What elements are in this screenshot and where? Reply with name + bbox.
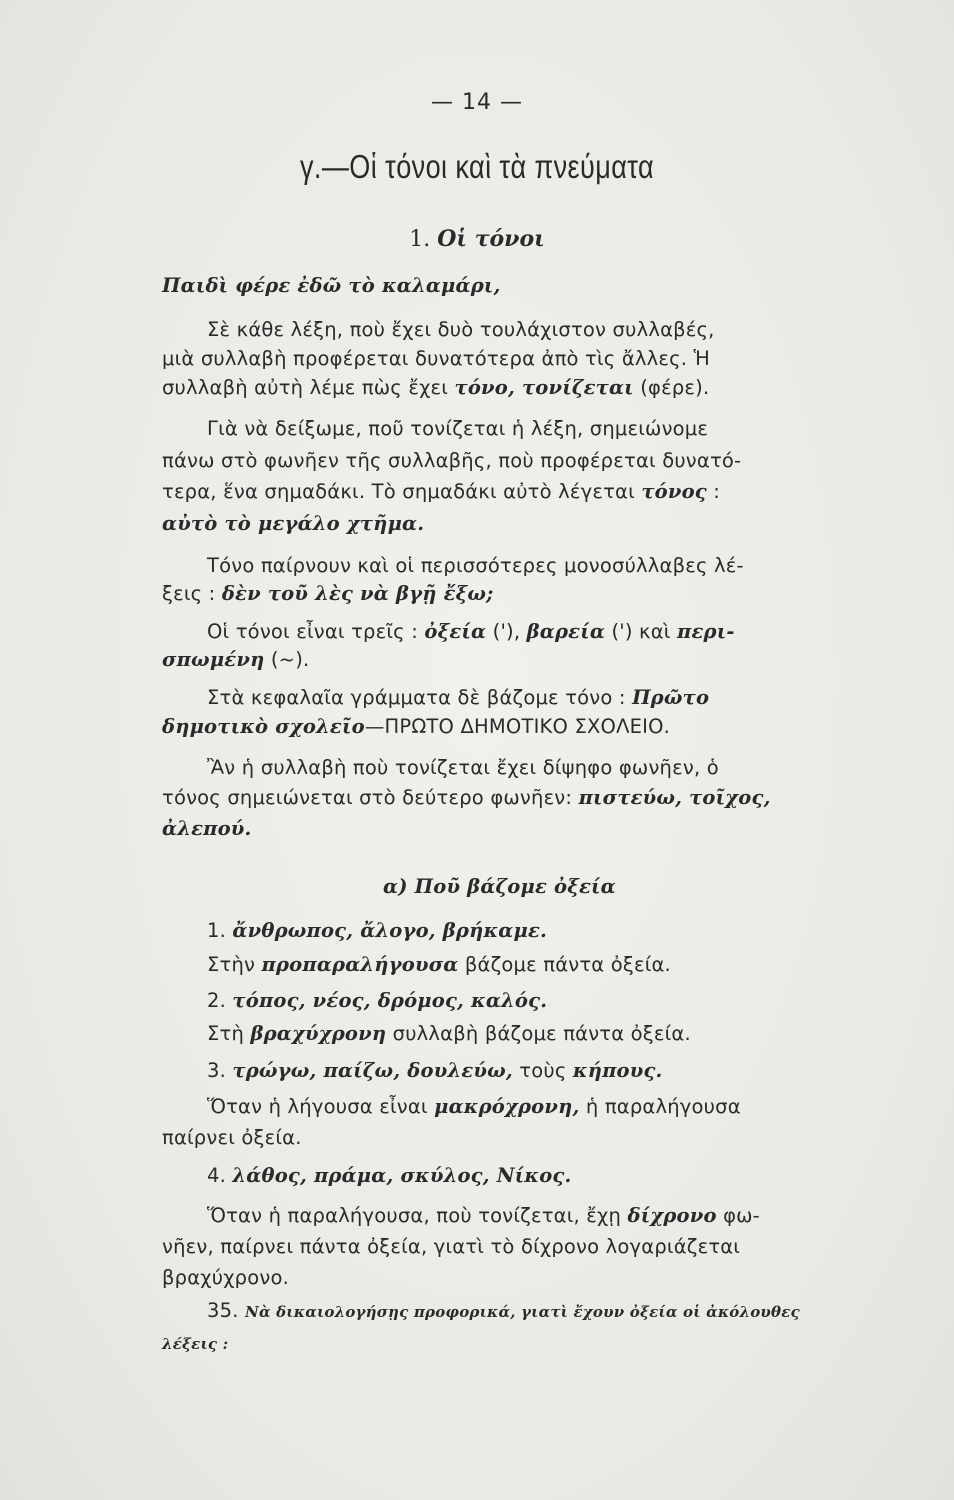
text-line: Ἂν ἡ συλλαβὴ ποὺ τονίζεται ἔχει δίψηφο φωνῆεν, ὁ	[207, 756, 719, 779]
text-line	[162, 374, 709, 402]
section-heading	[0, 226, 954, 252]
text-span: (~).	[270, 648, 310, 671]
emphasis-span: ὀξεία	[424, 620, 487, 643]
text-span: ἡ παραλήγουσα	[585, 1095, 741, 1118]
text-line	[162, 784, 771, 812]
text-span: φω-	[723, 1204, 760, 1227]
emphasis-span: περι-	[677, 620, 735, 643]
exercise-line: λέξεις :	[162, 1335, 229, 1353]
text-line	[207, 1020, 691, 1048]
subsection-heading: α) Ποῦ βάζομε ὀξεία	[383, 875, 616, 898]
text-span: ('),	[492, 620, 521, 643]
text-span: (') καὶ	[611, 620, 671, 643]
text-line	[207, 1093, 741, 1121]
item-number: 1.	[207, 919, 227, 942]
text-span: βάζομε πάντα ὀξεία.	[464, 953, 671, 976]
emphasis-span: δίχρονο	[627, 1204, 717, 1227]
text-line: μιὰ συλλαβὴ προφέρεται δυνατότερα ἀπὸ τὶς ἄλλες. Ἡ	[162, 347, 711, 370]
text-line	[162, 580, 494, 608]
exercise-number: 35.	[207, 1299, 239, 1322]
example-phrase: αὐτὸ τὸ μεγάλο χτῆμα.	[162, 512, 425, 535]
text-line	[162, 478, 720, 506]
text-line	[162, 646, 309, 674]
emphasis-span: ἄνθρωπος, ἄλογο, βρήκαμε.	[232, 919, 548, 942]
emphasis-span: μακρόχρονη,	[434, 1095, 580, 1118]
text-line	[207, 684, 709, 712]
section-title: Οἱ τόνοι	[437, 226, 545, 252]
emphasis-span: τόνο, τονίζεται	[454, 376, 634, 399]
text-line: πάνω στὸ φωνῆεν τῆς συλλαβῆς, ποὺ προφέρεται δυνατό-	[162, 449, 742, 472]
chapter-title: γ.—Οἱ τόνοι καὶ τὰ πνεύματα	[299, 148, 655, 185]
text-span: συλλαβὴ βάζομε πάντα ὀξεία.	[392, 1022, 691, 1045]
exercise-line	[207, 1297, 800, 1326]
text-span: Οἱ τόνοι εἶναι τρεῖς :	[207, 620, 418, 643]
text-line: παίρνει ὀξεία.	[162, 1126, 302, 1149]
emphasis-span: τόπος, νέος, δρόμος, καλός.	[232, 989, 548, 1012]
page-number: — 14 —	[431, 90, 523, 115]
text-span: (φέρε).	[640, 376, 710, 399]
text-span: —ΠΡΩΤΟ ΔΗΜΟΤΙΚΟ ΣΧΟΛΕΙΟ.	[364, 715, 671, 738]
emphasis-span: δὲν τοῦ λὲς νὰ βγῇ ἔξω;	[221, 582, 494, 605]
example-sentence: Παιδὶ φέρε ἐδῶ τὸ καλαμάρι,	[162, 274, 501, 297]
example-line	[207, 1057, 663, 1085]
example-word: ἀλεπού.	[162, 817, 252, 840]
text-span: :	[713, 480, 721, 503]
emphasis-span: τρώγω, παίζω, δουλεύω,	[232, 1059, 513, 1082]
text-span: ξεις :	[162, 582, 216, 605]
emphasis-span: τόνος	[641, 480, 707, 503]
emphasis-span: λάθος, πράμα, σκύλος, Νίκος.	[232, 1164, 572, 1187]
text-span: τόνος σημειώνεται στὸ δεύτερο φωνῆεν:	[162, 786, 573, 809]
item-number: 4.	[207, 1164, 227, 1187]
text-line: βραχύχρονο.	[162, 1266, 290, 1289]
emphasis-span: πιστεύω, τοῖχος,	[578, 786, 771, 809]
emphasis-span: Πρῶτο	[632, 686, 710, 709]
text-line	[162, 713, 670, 741]
text-span: Στὴν	[207, 953, 256, 976]
example-line	[207, 987, 547, 1015]
section-number: 1.	[409, 227, 431, 252]
emphasis-span: σπωμένη	[162, 648, 265, 671]
item-number: 3.	[207, 1059, 227, 1082]
text-span: Ὅταν ἡ παραλήγουσα, ποὺ τονίζεται, ἔχῃ	[207, 1204, 622, 1227]
text-line: νῆεν, παίρνει πάντα ὀξεία, γιατὶ τὸ δίχρονο λογαριάζεται	[162, 1235, 741, 1258]
text-span: τοὺς	[519, 1059, 567, 1082]
text-line	[207, 618, 735, 646]
text-line: Σὲ κάθε λέξη, ποὺ ἔχει δυὸ τουλάχιστον συλλαβές,	[207, 318, 715, 341]
text-span: Στὰ κεφαλαῖα γράμματα δὲ βάζομε τόνο :	[207, 686, 626, 709]
item-number: 2.	[207, 989, 227, 1012]
text-line: Γιὰ νὰ δείξωμε, ποῦ τονίζεται ἡ λέξη, σημειώνομε	[207, 417, 709, 440]
text-line	[207, 1202, 760, 1230]
example-line	[207, 917, 547, 945]
text-span: Ὅταν ἡ λήγουσα εἶναι	[207, 1095, 428, 1118]
emphasis-span: βαρεία	[526, 620, 606, 643]
emphasis-span: προπαραλήγουσα	[261, 953, 459, 976]
emphasis-span: βραχύχρονη	[250, 1022, 387, 1045]
emphasis-span: κήπους.	[572, 1059, 663, 1082]
text-span: Στὴ	[207, 1022, 245, 1045]
emphasis-span: Νὰ δικαιολογήσῃς προφορικά, γιατὶ ἔχουν ὀξεία οἱ ἀκόλουθες	[245, 1303, 800, 1321]
example-line	[207, 1162, 571, 1190]
text-line: Τόνο παίρνουν καὶ οἱ περισσότερες μονοσύλλαβες λέ-	[207, 554, 744, 577]
text-span: συλλαβὴ αὐτὴ λέμε πὼς ἔχει	[162, 376, 449, 399]
emphasis-span: δημοτικὸ σχολεῖο	[162, 715, 365, 738]
text-line	[207, 951, 671, 979]
text-span: τερα, ἕνα σημαδάκι. Τὸ σημαδάκι αὐτὸ λέγεται	[162, 480, 635, 503]
